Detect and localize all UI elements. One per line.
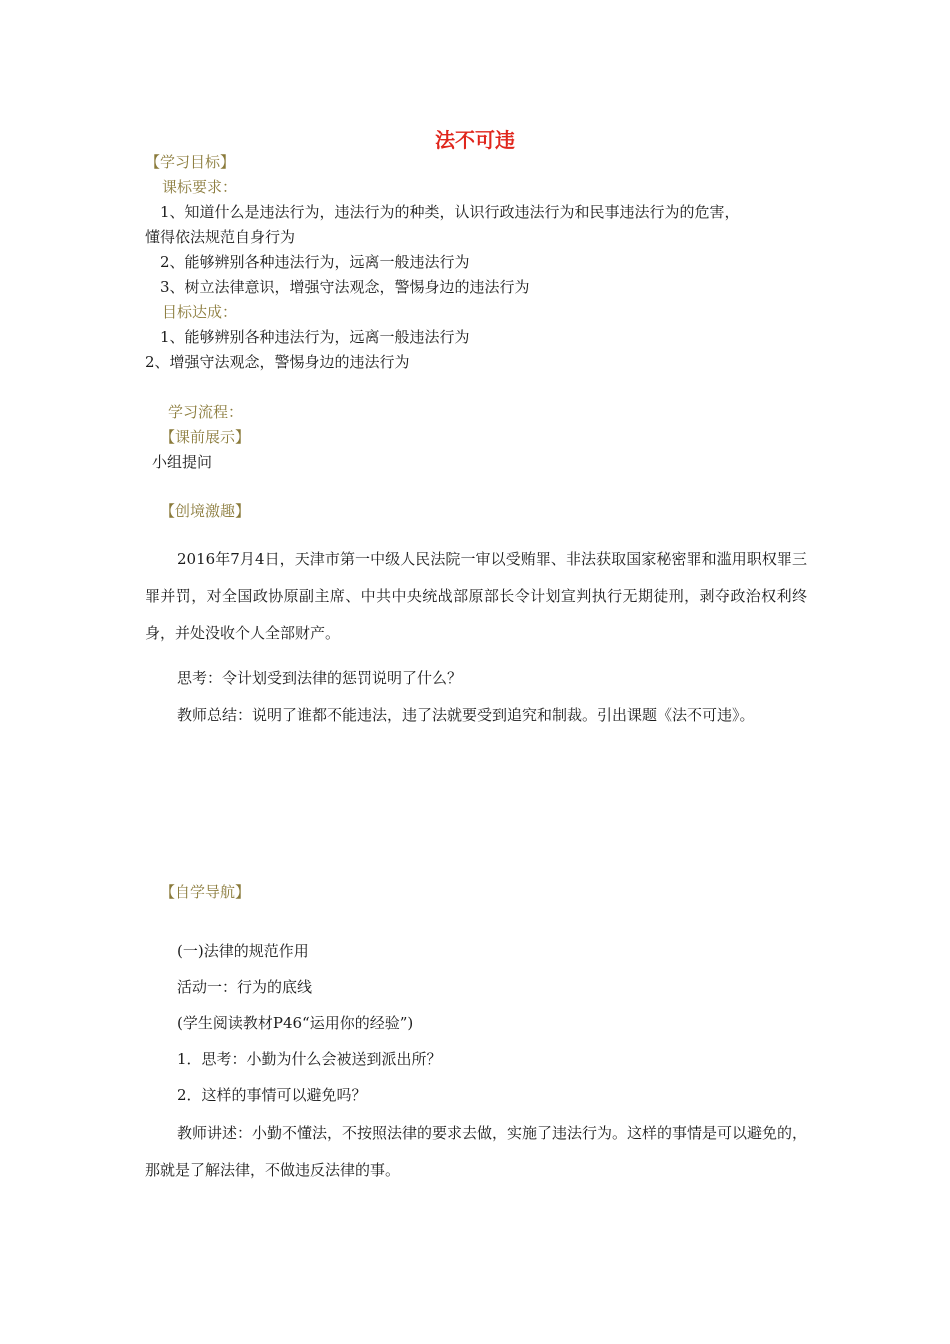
preview-header: 【课前展示】 — [160, 428, 251, 446]
achieve-item: 2、增强守法观念，警惕身边的违法行为 — [145, 353, 410, 371]
achieve-label: 目标达成： — [162, 303, 238, 321]
self-study-line: 2．这样的事情可以避免吗？ — [177, 1086, 367, 1104]
self-study-line: (学生阅读教材P46“运用你的经验”) — [177, 1014, 414, 1032]
curriculum-item: 懂得依法规范自身行为 — [145, 228, 296, 246]
goals-header: 【学习目标】 — [145, 153, 236, 171]
page-title: 法不可违 — [435, 128, 515, 152]
curriculum-item: 1、知道什么是违法行为，违法行为的种类，认识行政违法行为和民事违法行为的危害， — [160, 203, 740, 221]
curriculum-label: 课标要求： — [162, 178, 238, 196]
process-label: 学习流程： — [168, 403, 244, 421]
scenario-think: 思考：令计划受到法律的惩罚说明了什么？ — [177, 669, 463, 687]
curriculum-item: 2、能够辨别各种违法行为，远离一般违法行为 — [160, 253, 470, 271]
self-study-header: 【自学导航】 — [160, 883, 251, 901]
self-study-line: 1．思考：小勤为什么会被送到派出所？ — [177, 1050, 442, 1068]
teacher-explain: 教师讲述：小勤不懂法，不按照法律的要求去做，实施了违法行为。这样的事情是可以避免的，那就是了解法律，不做违反法律的事。 — [145, 1124, 808, 1179]
scenario-summary: 教师总结：说明了谁都不能违法，违了法就要受到追究和制裁。引出课题《法不可违》。 — [177, 706, 755, 724]
self-study-line: 活动一：行为的底线 — [177, 978, 313, 996]
scenario-header: 【创境激趣】 — [160, 502, 251, 520]
scenario-paragraph: 2016年7月4日，天津市第一中级人民法院一审以受贿罪、非法获取国家秘密罪和滥用职权罪三罪并罚，对全国政协原副主席、中共中央统战部原部长令计划宣判执行无期徒刑，剥夺政治权利终身，并处没收个人全部财产。 — [145, 550, 807, 642]
self-study-line: (一)法律的规范作用 — [177, 942, 309, 960]
achieve-item: 1、能够辨别各种违法行为，远离一般违法行为 — [160, 328, 470, 346]
preview-text: 小组提问 — [152, 453, 213, 471]
curriculum-item: 3、树立法律意识，增强守法观念，警惕身边的违法行为 — [160, 278, 530, 296]
